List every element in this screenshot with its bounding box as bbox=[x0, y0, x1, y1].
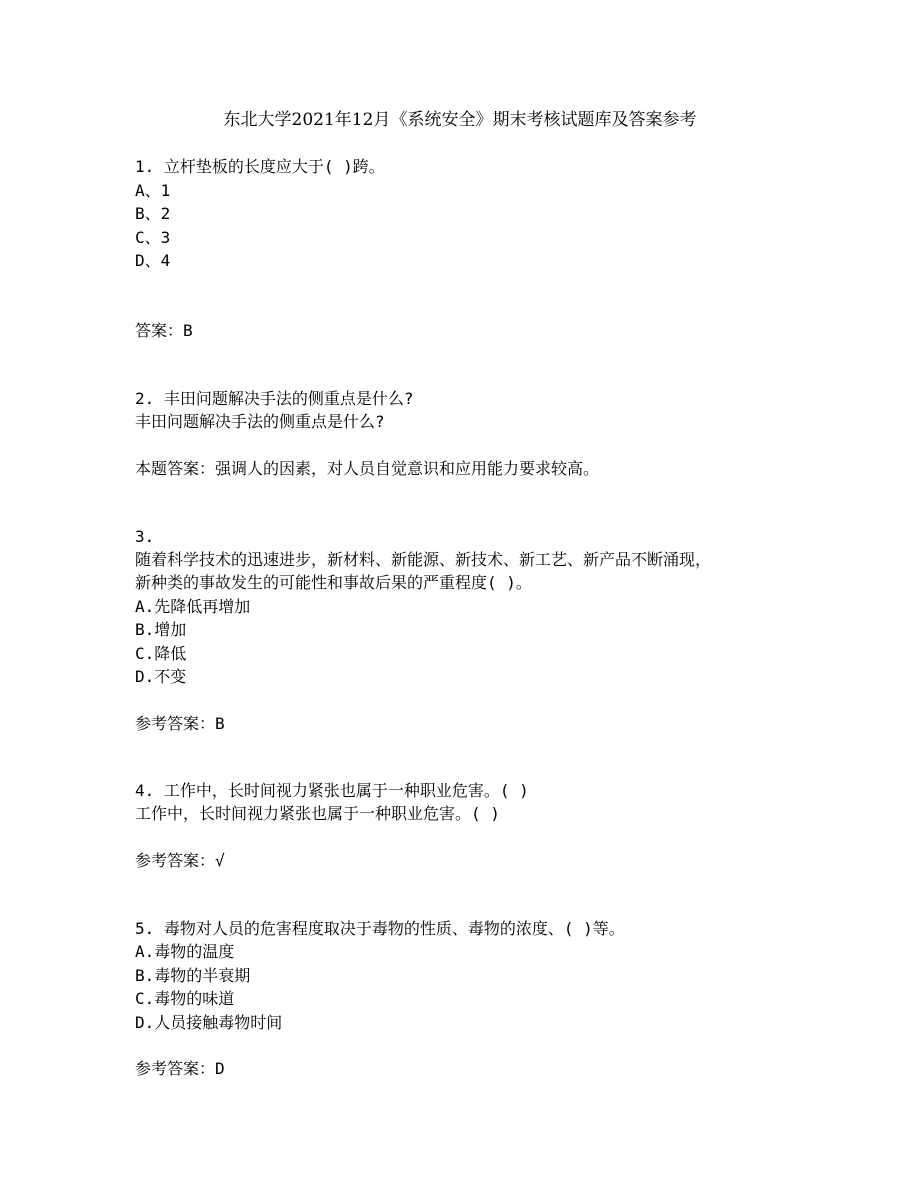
question-1-answer: 答案：B bbox=[135, 321, 193, 340]
question-1-option-b: B、2 bbox=[135, 204, 171, 223]
question-2: 2. 丰田问题解决手法的侧重点是什么? bbox=[135, 389, 414, 408]
question-3-option-a: A.先降低再增加 bbox=[135, 597, 251, 616]
question-3-option-d: D.不变 bbox=[135, 667, 187, 686]
question-4: 4. 工作中，长时间视力紧张也属于一种职业危害。( ) bbox=[135, 781, 529, 800]
question-2-restated: 丰田问题解决手法的侧重点是什么? bbox=[135, 412, 385, 431]
question-1-option-a: A、1 bbox=[135, 181, 171, 200]
question-5-option-c: C.毒物的味道 bbox=[135, 989, 235, 1008]
question-1-option-d: D、4 bbox=[135, 251, 171, 270]
question-4-restated: 工作中，长时间视力紧张也属于一种职业危害。( ) bbox=[135, 804, 500, 823]
question-1: 1. 立杆垫板的长度应大于( )跨。 bbox=[135, 157, 385, 176]
question-2-answer: 本题答案：强调人的因素，对人员自觉意识和应用能力要求较高。 bbox=[135, 459, 600, 478]
question-5: 5. 毒物对人员的危害程度取决于毒物的性质、毒物的浓度、( )等。 bbox=[135, 919, 625, 938]
question-3-option-c: C.降低 bbox=[135, 644, 187, 663]
question-3-number: 3. bbox=[135, 527, 155, 546]
question-3-text-line-1: 随着科学技术的迅速进步，新材料、新能源、新技术、新工艺、新产品不断涌现， bbox=[135, 550, 712, 569]
question-4-answer: 参考答案：√ bbox=[135, 851, 225, 870]
question-1-option-c: C、3 bbox=[135, 228, 171, 247]
question-5-option-d: D.人员接触毒物时间 bbox=[135, 1013, 283, 1032]
question-3-option-b: B.增加 bbox=[135, 620, 187, 639]
question-5-option-b: B.毒物的半衰期 bbox=[135, 966, 251, 985]
question-3-text-line-2: 新种类的事故发生的可能性和事故后果的严重程度( )。 bbox=[135, 573, 532, 592]
document-title: 东北大学2021年12月《系统安全》期末考核试题库及答案参考 bbox=[223, 110, 697, 130]
question-5-option-a: A.毒物的温度 bbox=[135, 942, 235, 961]
question-5-answer: 参考答案：D bbox=[135, 1059, 225, 1078]
question-3-answer: 参考答案：B bbox=[135, 714, 225, 733]
